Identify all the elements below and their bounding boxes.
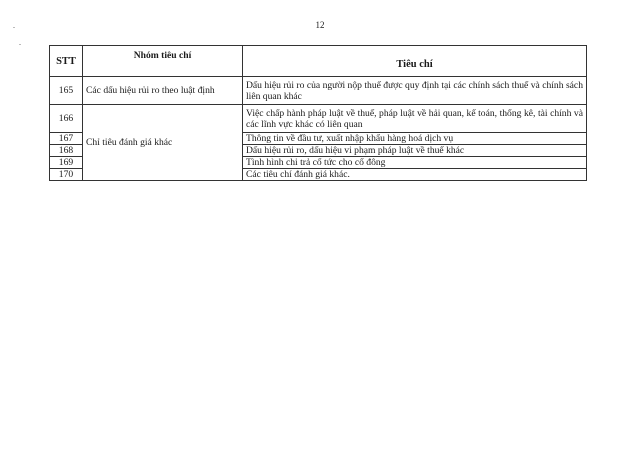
row-criteria: Thông tin về đầu tư, xuất nhập khẩu hàng hoá dịch vụ [243, 133, 587, 145]
scan-speck [19, 44, 21, 45]
row-criteria: Dấu hiệu rủi ro, dấu hiệu vi phạm pháp luật về thuế khác [243, 145, 587, 157]
header-stt: STT [50, 46, 83, 77]
table-row [50, 77, 587, 105]
page-number: 12 [315, 20, 325, 30]
row-criteria: Tình hình chi trả cổ tức cho cổ đông [243, 157, 587, 169]
row-stt: 170 [50, 169, 83, 181]
row-group: Chỉ tiêu đánh giá khác [83, 105, 243, 181]
table-row [50, 105, 587, 133]
row-stt: 167 [50, 133, 83, 145]
row-stt: 169 [50, 157, 83, 169]
row-stt: 168 [50, 145, 83, 157]
row-criteria: Việc chấp hành pháp luật về thuế, pháp luật về hải quan, kế toán, thống kê, tài chính và các lĩnh vực khác có liên quan [243, 105, 587, 133]
criteria-table [49, 45, 587, 181]
header-group: Nhóm tiêu chí [83, 46, 243, 77]
row-group: Các dấu hiệu rủi ro theo luật định [83, 77, 243, 105]
table-header-row [50, 46, 587, 77]
row-stt: 166 [50, 105, 83, 133]
row-stt: 165 [50, 77, 83, 105]
row-criteria: Dấu hiệu rủi ro của người nộp thuế được quy định tại các chính sách thuế và chính sách liên quan khác [243, 77, 587, 105]
row-criteria: Các tiêu chí đánh giá khác. [243, 169, 587, 181]
header-criteria: Tiêu chí [243, 46, 587, 77]
